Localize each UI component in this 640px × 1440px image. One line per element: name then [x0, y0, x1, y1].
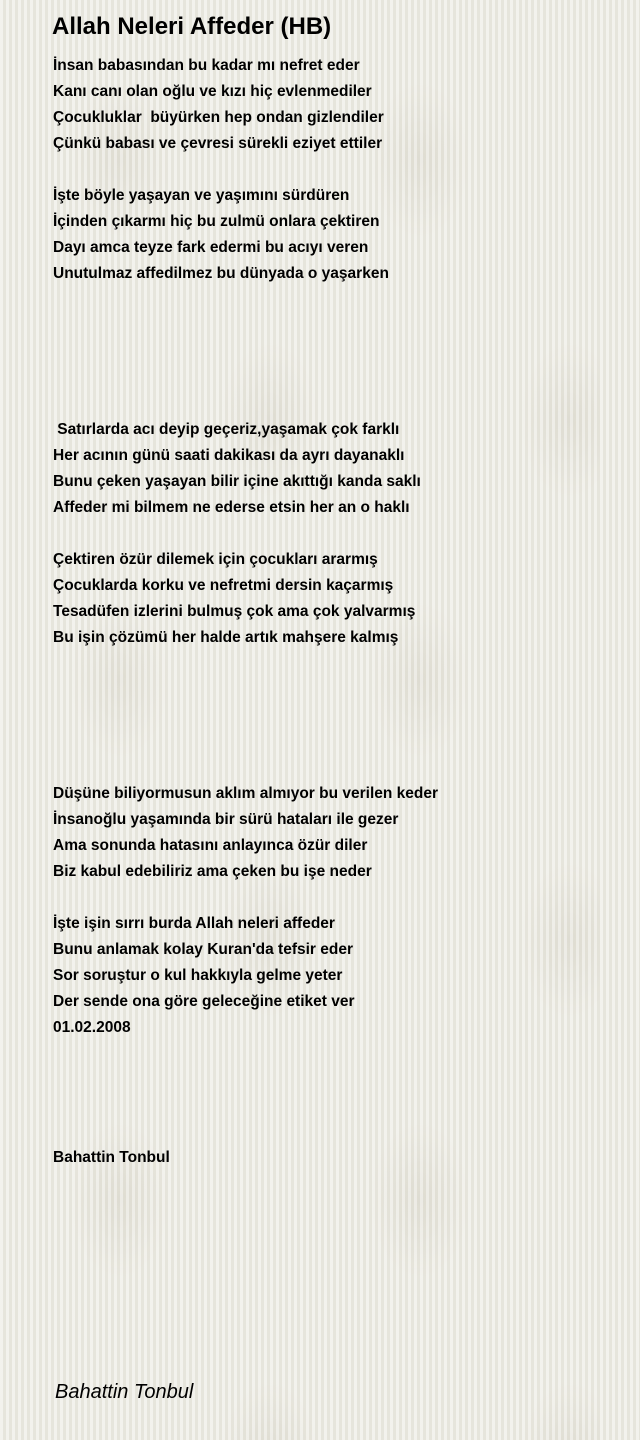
poem-line: Sor soruştur o kul hakkıyla gelme yeter [53, 967, 343, 984]
poem-line: Her acının günü saati dakikası da ayrı dayanaklı [53, 447, 405, 464]
poem-line: Satırlarda acı deyip geçeriz,yaşamak çok farklı [53, 421, 400, 438]
poem-line: Ama sonunda hatasını anlayınca özür diler [53, 837, 368, 854]
poem-line: Bunu çeken yaşayan bilir içine akıttığı kanda saklı [53, 473, 421, 490]
poem-line: Çektiren özür dilemek için çocukları ararmış [53, 551, 378, 568]
poem-line: Bunu anlamak kolay Kuran'da tefsir eder [53, 941, 354, 958]
poem-line: İnsan babasından bu kadar mı nefret eder [53, 57, 360, 74]
poem-line: İşte işin sırrı burda Allah neleri affeder [53, 915, 335, 932]
stanza [53, 53, 613, 157]
stanza [53, 547, 613, 651]
poem-line: Dayı amca teyze fark edermi bu acıyı veren [53, 239, 369, 256]
poem-title: Allah Neleri Affeder (HB) [52, 13, 332, 40]
poem-line: Affeder mi bilmem ne ederse etsin her an o haklı [53, 499, 410, 516]
poem-line: Unutulmaz affedilmez bu dünyada o yaşarken [53, 265, 389, 282]
poem-line: İçinden çıkarmı hiç bu zulmü onlara çektiren [53, 213, 380, 230]
author-signature: Bahattin Tonbul [55, 1381, 194, 1403]
poem-line: Çocukluklar büyürken hep ondan gizlendiler [53, 109, 384, 126]
poem-line: Bu işin çözümü her halde artık mahşere kalmış [53, 629, 399, 646]
stanza-gap [53, 157, 613, 183]
poem-line: Der sende ona göre geleceğine etiket ver [53, 993, 355, 1010]
poem-line: Tesadüfen izlerini bulmuş çok ama çok yalvarmış [53, 603, 416, 620]
section-gap [53, 287, 613, 417]
date-gap [53, 1041, 613, 1145]
poem-date: 01.02.2008 [53, 1019, 131, 1036]
stanza [53, 781, 613, 885]
poem-line: İşte böyle yaşayan ve yaşımını sürdüren [53, 187, 350, 204]
stanza-gap [53, 521, 613, 547]
poem-line: Çünkü babası ve çevresi sürekli eziyet ettiler [53, 135, 383, 152]
poem-line: Biz kabul edebiliriz ama çeken bu işe neder [53, 863, 372, 880]
poem-line: Çocuklarda korku ve nefretmi dersin kaçarmış [53, 577, 394, 594]
stanza [53, 417, 613, 521]
poem-author: Bahattin Tonbul [53, 1149, 170, 1166]
stanza [53, 183, 613, 287]
section-gap [53, 651, 613, 781]
poem-line: Düşüne biliyormusun aklım almıyor bu verilen keder [53, 785, 439, 802]
poem-line: İnsanoğlu yaşamında bir sürü hataları ile gezer [53, 811, 399, 828]
stanza [53, 911, 613, 1015]
stanza-gap [53, 885, 613, 911]
poem-line: Kanı canı olan oğlu ve kızı hiç evlenmediler [53, 83, 372, 100]
poem-body [53, 53, 613, 1171]
